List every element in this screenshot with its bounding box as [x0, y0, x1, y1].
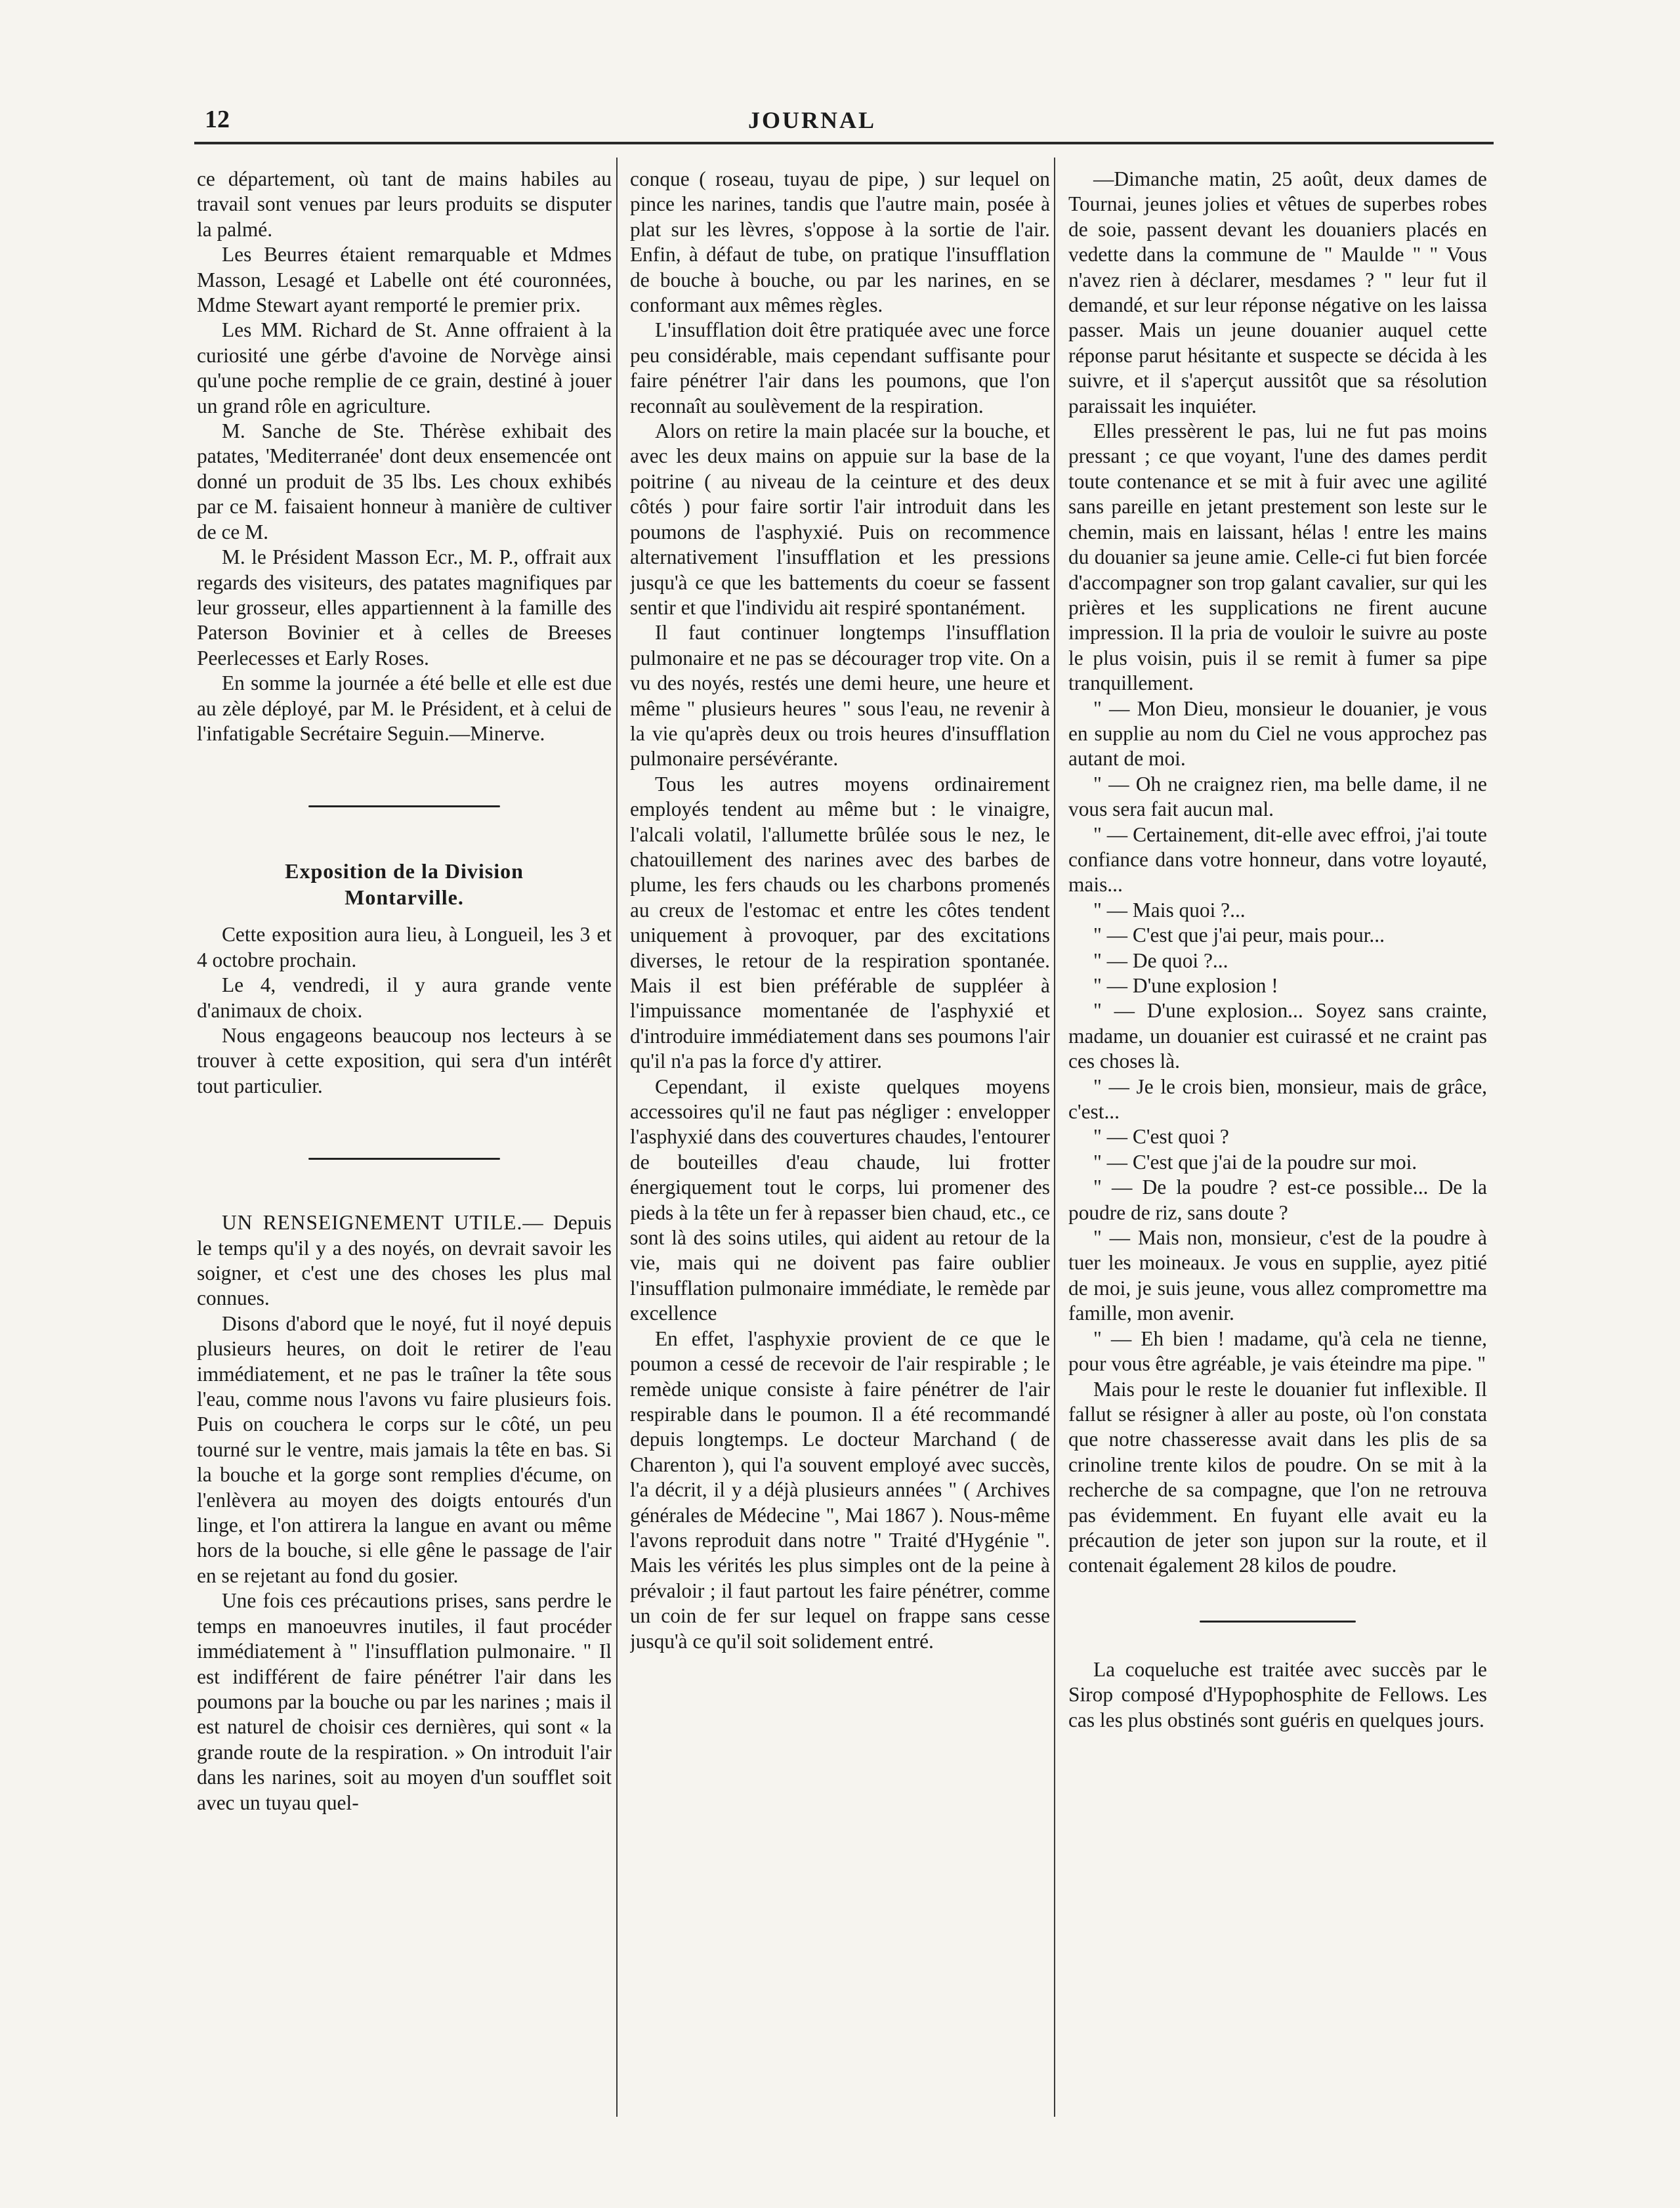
col3-dialogue: " — Mais non, monsieur, c'est de la poudre à tuer les moineaux. Je vous en supplie, ayez pitié de moi, je suis jeune, vous allez compromettre ma famille, mon avenir. — [1068, 1226, 1487, 1325]
col3-dialogue: " — Eh bien ! madame, qu'à cela ne tienne, pour vous être agréable, je vais éteindre ma pipe. " — [1068, 1327, 1487, 1376]
exposition-paragraph: Le 4, vendredi, il y aura grande vente d'animaux de choix. — [197, 973, 612, 1022]
col2-paragraph: Il faut continuer longtemps l'insufflation pulmonaire et ne pas se décourager trop vite. On a vu des noyés, restés une demi heure, une heure et même " plusieurs heures " sous l'eau, ne revenir à la vie qu'après deux ou trois heures d'insufflation pulmonaire persévérante. — [630, 621, 1050, 771]
renseignement-lead: Depuis le temps qu'il y a des noyés, on devrait savoir les soigner, et c'est une des choses les plus mal connues. — [197, 1211, 612, 1310]
col1-paragraph: M. Sanche de Ste. Thérèse exhibait des patates, 'Mediterranée' dont deux ensemencée ont donné un produit de 35 lbs. Les choux exhibés par ce M. faisaient honneur à manière de cultiver de ce M. — [197, 419, 612, 543]
col3-dialogue: " — Oh ne craignez rien, ma belle dame, il ne vous sera fait aucun mal. — [1068, 772, 1487, 821]
col3-dialogue: " — De quoi ?... — [1093, 948, 1228, 972]
page-number: 12 — [205, 106, 230, 133]
page-header — [194, 105, 1491, 140]
col3-paragraph: Elles pressèrent le pas, lui ne fut pas moins pressant ; ce que voyant, l'une des dames perdit toute contenance et se mit à fuir avec une agilité sans pareille en jetant prestement son leste sur le chemin, mais en laissant, hélas ! entre les mains du douanier sa jeune amie. Celle-ci fut bien forcée d'accompagner son trop galant cavalier, sur qui les prières et les supplications ne firent aucune impression. Il la pria de vouloir le suivre au poste le plus voisin, puis il se remit à fumer sa pipe tranquillement. — [1068, 419, 1487, 695]
col3-paragraph: —Dimanche matin, 25 août, deux dames de Tournai, jeunes jolies et vêtues de superbes robes de soie, passent devant les douaniers placés en vedette dans la commune de " Maulde " " Vous n'avez rien à déclarer, mesdames ? " leur fut il demandé, et sur leur réponse négative on les laissa passer. Mais un jeune douanier auquel cette réponse parut hésitante et suspecte se décida à les suivre, et il s'aperçut aussitôt que sa résolution paraissait les inquiéter. — [1068, 167, 1487, 417]
col3-dialogue: " — D'une explosion ! — [1093, 974, 1278, 997]
journal-title: JOURNAL — [748, 107, 877, 133]
col3-paragraph: Mais pour le reste le douanier fut inflexible. Il fallut se résigner à aller au poste, où l'on constata que notre chasseresse avait dans les plis de sa crinoline trente kilos de poudre. On se mit à la recherche de sa compagne, que l'on ne retrouva pas évidemment. En fuyant elle avait eu la précaution de jeter son jupon sur la route, et il contenait également 28 kilos de poudre. — [1068, 1377, 1487, 1577]
column-divider — [1054, 158, 1055, 2117]
col3-dialogue: " — Certainement, dit-elle avec effroi, j'ai toute confiance dans votre honneur, dans votre loyauté, mais... — [1068, 822, 1487, 897]
col3-dialogue: " — C'est que j'ai peur, mais pour... — [1093, 924, 1385, 947]
col1-paragraph: Les MM. Richard de St. Anne offraient à la curiosité une gérbe d'avoine de Norvège ainsi qu'une poche remplie de ce grain, destiné à jouer un grand rôle en agriculture. — [197, 318, 612, 417]
renseignement-heading: UN RENSEIGNEMENT UTILE.— — [222, 1211, 544, 1235]
col1-paragraph: Les Beurres étaient remarquable et Mdmes Masson, Lesagé et Labelle ont été couronnées, Mdme Stewart ayant remporté le premier prix. — [197, 243, 612, 317]
col1-paragraph: En somme la journée a été belle et elle est due au zèle déployé, par M. le Président, et à celui de l'infatigable Secrétaire Seguin.—Minerve. — [197, 671, 612, 745]
renseignement-lead-paragraph — [197, 1210, 612, 1311]
column-divider — [616, 158, 618, 2117]
section-separator — [197, 746, 612, 858]
section-separator — [1068, 1579, 1487, 1657]
col2-paragraph: Alors on retire la main placée sur la bouche, et avec les deux mains on appuie sur la base de la poitrine ( au niveau de la ceinture et des deux côtés ) pour faire sortir l'air introduit dans les poumons de l'asphyxié. Puis on recommence alternativement l'insufflation et les pressions jusqu'à ce que les battements du coeur se fassent sentir et que l'individu ait respiré spontanément. — [630, 419, 1050, 619]
column-3 — [1068, 167, 1487, 2103]
col2-paragraph: En effet, l'asphyxie provient de ce que le poumon a cessé de recevoir de l'air respirable ; le remède unique consiste à faire pénétrer de l'air respirable dans le poumon. Il a été recommandé depuis longtemps. Le docteur Marchand ( de Charenton ), qui l'a souvent employé avec succès, l'a décrit, il y a déjà plusieurs années " ( Archives générales de Médecine ", Mai 1867 ). Nous-même l'avons reproduit dans notre " Traité d'Hygénie ". Mais les vérités les plus simples ont de la peine à prévaloir ; il faut partout les faire pénétrer, comme un coin de fer sur lequel on frappe sans cesse jusqu'à ce qu'il soit solidement entré. — [630, 1327, 1050, 1653]
exposition-paragraph: Nous engageons beaucoup nos lecteurs à se trouver à cette exposition, qui sera d'un intérêt tout particulier. — [197, 1023, 612, 1097]
column-1 — [197, 167, 612, 2103]
col1-intro: ce département, où tant de mains habiles au travail sont venues par leurs produits se disputer la palmé. — [197, 167, 612, 241]
col3-dialogue: " — C'est quoi ? — [1093, 1125, 1229, 1149]
col2-intro: conque ( roseau, tuyau de pipe, ) sur lequel on pince les narines, tandis que l'autre main, posée à plat sur les lèvres, s'oppose à la sortie de l'air. Enfin, à défaut de tube, on pratique l'insufflation de bouche à bouche, ou par les narines, en se conformant aux mêmes règles. — [630, 167, 1050, 317]
col3-dialogue: " — Mais quoi ?... — [1093, 898, 1246, 922]
col3-dialogue: " — De la poudre ? est-ce possible... De la poudre de riz, sans doute ? — [1068, 1176, 1487, 1224]
coqueluche-paragraph: La coqueluche est traitée avec succès par le Sirop composé d'Hypophosphite de Fellows. Les cas les plus obstinés sont guéris en quelques jours. — [1068, 1657, 1487, 1731]
renseignement-paragraph: Une fois ces précautions prises, sans perdre le temps en manoeuvres inutiles, il faut procéder immédiatement à " l'insufflation pulmonaire. " Il est indifférent de faire pénétrer l'air dans les poumons par la bouche ou par les narines ; mais il est naturel de choisir ces dernières, qui sont « la grande route de la respiration. » On introduit l'air dans les narines, soit au moyen d'un soufflet soit avec un tuyau quel- — [197, 1589, 612, 1814]
col3-dialogue: " — Mon Dieu, monsieur le douanier, je vous en supplie au nom du Ciel ne vous approchez pas autant de moi. — [1068, 696, 1487, 771]
exposition-title — [197, 858, 612, 910]
col3-dialogue: " — Je le crois bien, monsieur, mais de grâce, c'est... — [1068, 1074, 1487, 1124]
col1-paragraph: M. le Président Masson Ecr., M. P., offrait aux regards des visiteurs, des patates magnifiques par leur grosseur, elles appartiennent à la famille des Paterson Bovinier et à celles de Breeses Peerlecesses et Early Roses. — [197, 545, 612, 669]
exposition-title-line2: Montarville. — [345, 885, 464, 910]
col3-dialogue: " — D'une explosion... Soyez sans crainte, madame, un douanier est cuirassé et ne craint pas ces choses là. — [1068, 999, 1487, 1073]
section-separator — [197, 1099, 612, 1210]
col2-paragraph: Cependant, il existe quelques moyens accessoires qu'il ne faut pas négliger : envelopper l'asphyxié dans des couvertures chaudes, l'entourer de bouteilles d'eau chaude, lui frotter énergiquement tout le corps, lui promener des pieds à la tête un fer à repasser bien chaud, etc., ce sont là des soins utiles, qui aident au retour de la vie, mais qui ne doivent pas faire oublier l'insufflation pulmonaire immédiate, le remède par excellence — [630, 1074, 1050, 1325]
exposition-paragraph: Cette exposition aura lieu, à Longueil, les 3 et 4 octobre prochain. — [197, 923, 612, 971]
renseignement-paragraph: Disons d'abord que le noyé, fut il noyé depuis plusieurs heures, on doit le retirer de l'eau immédiatement, et ne pas le traîner la tête sous l'eau, comme nous l'avons vu faire plusieurs fois. Puis on couchera le corps sur le côté, un peu tourné sur le ventre, mais jamais la tête en bas. Si la bouche et la gorge sont remplies d'écume, on l'enlèvera au moyen des doigts entourés d'un linge, et l'on attirera la langue en avant ou même hors de la bouche, si elle gêne le passage de l'air en se rejetant au fond du gosier. — [197, 1311, 612, 1587]
column-2 — [630, 167, 1050, 2103]
header-rule — [194, 142, 1494, 144]
exposition-title-line1: Exposition de la Division — [285, 859, 524, 883]
col3-dialogue: " — C'est que j'ai de la poudre sur moi. — [1093, 1150, 1418, 1174]
col2-paragraph: Tous les autres moyens ordinairement employés tendent au même but : le vinaigre, l'alcali volatil, l'allumette brûlée sous le nez, le chatouillement des narines avec des barbes de plume, les fers chauds ou les charbons promenés au creux de l'estomac et entre les côtes tendent uniquement à provoquer, par des excitations diverses, le retour de la respiration spontanée. Mais il est bien préférable de suppléer à l'impuissance momentanée de l'asphyxié et d'introduire immédiatement dans ses poumons l'air qu'il n'a pas la force d'y attirer. — [630, 772, 1050, 1073]
col2-paragraph: L'insufflation doit être pratiquée avec une force peu considérable, mais cependant suffisante pour faire pénétrer l'air dans les poumons, que l'on reconnaît au soulèvement de la respiration. — [630, 318, 1050, 417]
